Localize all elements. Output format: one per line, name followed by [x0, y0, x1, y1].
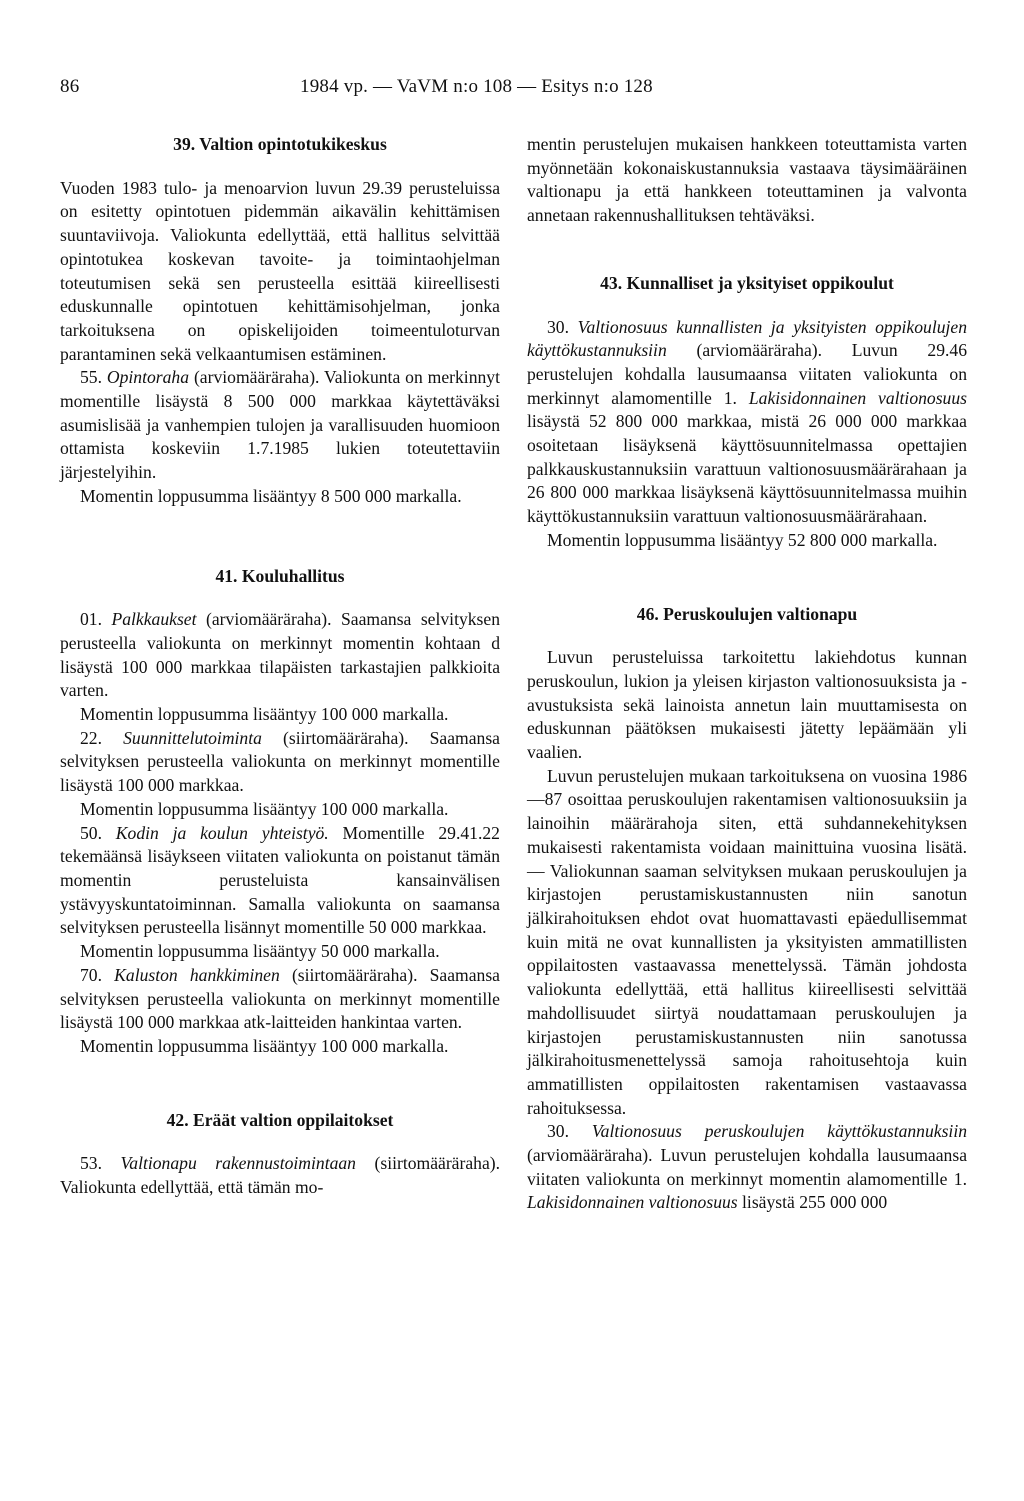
paragraph: Momentin loppusumma lisääntyy 100 000 markalla.	[80, 798, 449, 819]
paragraph	[60, 822, 500, 941]
paragraph: Luvun perustelujen mukaan tarkoituksena on vuosina 1986—87 osoittaa peruskoulujen rakentamisen valtionosuuksiin ja lainoihin määrärahoja siten, että suhdannekehityksen mukaisesti rakentamista voidaan mainittuina vuosina lisätä. — Valiokunnan saaman selvityksen mukaan peruskoulujen ja kirjastojen perustamiskustannusten niin sanotun jälkirahoituksen ehdot ovat huomattavasti epäedullisemmat kuin mitä ne ovat kunnallisten ja yksityisten ammatillisten oppilaitosten vastaavassa menettelyssä. Tämän johdosta valiokunta edellyttää, että hallitus kiireellisesti selvittää mahdollisuudet siirtyä noudattamaan peruskoulujen ja kirjastojen perustamiskustannusten niin sanotussa jälkirahoitusmenettelyssä samoja rahoitusehtoja kuin ammatillisten oppilaitosten rakentamisen vastaavassa rahoituksessa.	[527, 765, 967, 1118]
item-text: (arviomääräraha). Luvun 29.46 perustelujen kohdalla lausumaansa viitaten valiokunta on merkinnyt alamomentille 1.	[527, 340, 968, 408]
section-heading-39: 39. Valtion opintotukikeskus	[173, 134, 387, 154]
right-column	[527, 133, 967, 1215]
item-number: 22.	[80, 727, 102, 748]
section-heading-43: 43. Kunnalliset ja yksityiset oppikoulut	[600, 272, 894, 293]
item-number: 53.	[80, 1153, 102, 1174]
item-number: 30.	[547, 316, 569, 337]
item-number: 30.	[547, 1121, 569, 1142]
item-text: (siirtomääräraha). Saamansa selvityksen perusteella valiokunta on merkinnyt momentille lisäystä 100 000 markkaa.	[60, 727, 500, 796]
item-number: 01.	[80, 609, 102, 630]
item-subtitle: Lakisidonnainen valtionosuus	[748, 387, 967, 408]
running-title: 1984 vp. — VaVM n:o 108 — Esitys n:o 128	[300, 76, 653, 97]
item-number: 70.	[80, 964, 102, 985]
paragraph	[60, 964, 500, 1035]
paragraph: Momentin loppusumma lisääntyy 100 000 markalla.	[80, 704, 449, 725]
paragraph: Momentin loppusumma lisääntyy 8 500 000 markalla.	[80, 485, 462, 506]
paragraph	[60, 1152, 500, 1199]
paragraph	[60, 608, 500, 703]
item-text: (arviomääräraha). Valiokunta on merkinnyt momentille lisäystä 8 500 000 markkaa käytettäväksi asumislisää ja vanhempien tulojen ja varallisuuden huomioon ottamista koskeviin 1.7.1985 lukien toteutettaviin järjestelyihin.	[60, 367, 500, 483]
item-text: Momentille 29.41.22 tekemäänsä lisäykseen viitaten valiokunta on poistanut tämän momentin perusteluista kansainvälisen ystävyyskuntatoiminnan. Samalla valiokunta on saamansa selvityksen perusteella lisännyt momentille 50 000 markkaa.	[60, 822, 500, 938]
page-number: 86	[60, 76, 80, 97]
item-title: Kaluston hankkiminen	[114, 964, 280, 985]
item-number: 55.	[80, 367, 102, 388]
paragraph: Momentin loppusumma lisääntyy 100 000 markalla.	[80, 1035, 449, 1056]
item-text: lisäystä 52 800 000 markkaa, mistä 26 000 000 markkaa osoitetaan lisäyksenä käyttösuunnitelmassa opettajien palkkauskustannuksiin varattuun valtionosuusmäärärahaan ja 26 800 000 markkaa lisäyksenä käyttösuunnitelmassa muihin käyttökustannuksiin varattuun valtionosuusmäärärahaan.	[527, 411, 967, 527]
item-text: (siirtomääräraha). Valiokunta edellyttää, että tämän mo-	[60, 1153, 501, 1198]
item-title: Suunnittelutoiminta	[123, 727, 262, 748]
paragraph: mentin perustelujen mukaisen hankkeen toteuttamista varten myönnetään kokonaiskustannuksia vastaava täysimääräinen valtionapu ja että hankkeen toteuttaminen ja valvonta annetaan rakennushallituksen tehtäväksi.	[527, 134, 967, 226]
paragraph	[60, 366, 500, 485]
item-number: 50.	[80, 822, 102, 843]
item-title: Kodin ja koulun yhteistyö.	[115, 822, 329, 843]
item-text: lisäystä 255 000 000	[742, 1192, 888, 1213]
left-column	[60, 133, 500, 1200]
item-text: (arviomääräraha). Luvun perustelujen kohdalla lausumaansa viitaten valiokunta on merkinnyt momentin alamomentille 1.	[527, 1145, 967, 1189]
paragraph: Momentin loppusumma lisääntyy 50 000 markalla.	[80, 941, 440, 962]
item-title: Palkkaukset	[111, 609, 197, 630]
paragraph: Vuoden 1983 tulo- ja menoarvion luvun 29.39 perusteluissa on esitetty opintotuen pidemmän aikavälin kehittämisen suuntaviivoja. Valiokunta edellyttää, että hallitus selvittää opintotukea koskevan tavoite- ja toimintaohjelman toteutumisen sekä sen perusteella esittää kiireellisesti eduskunnalle opintotuen kehittämisohjelman, jonka tarkoituksena on opiskelijoiden toimeentuloturvan parantaminen sekä velkaantumisen estäminen.	[60, 177, 500, 364]
item-subtitle: Lakisidonnainen valtionosuus	[527, 1192, 738, 1213]
section-heading-46: 46. Peruskoulujen valtionapu	[636, 603, 858, 624]
section-heading-41: 41. Kouluhallitus	[215, 565, 345, 586]
item-text: (siirtomääräraha). Saamansa selvityksen perusteella valiokunta on merkinnyt momentille lisäystä 100 000 markkaa atk-laitteiden hankintaa varten.	[60, 964, 500, 1033]
section-heading-42: 42. Eräät valtion oppilaitokset	[166, 1109, 394, 1130]
item-title: Valtionosuus peruskoulujen käyttökustannuksiin	[591, 1121, 968, 1142]
paragraph	[527, 1120, 967, 1215]
paragraph	[527, 316, 967, 529]
paragraph: Momentin loppusumma lisääntyy 52 800 000 markalla.	[547, 529, 938, 550]
item-text: (arviomääräraha). Saamansa selvityksen perusteella valiokunta on merkinnyt momentin kohtaan d lisäystä 100 000 markkaa tilapäisten tarkastajien palkkioita varten.	[60, 609, 500, 701]
item-title: Valtionosuus kunnallisten ja yksityisten oppikoulujen käyttökustannuksiin	[527, 316, 967, 361]
item-title: Opintoraha	[106, 367, 190, 388]
item-title: Valtionapu rakennustoimintaan	[120, 1153, 356, 1174]
paragraph: Luvun perusteluissa tarkoitettu lakiehdotus kunnan peruskoulun, lukion ja yleisen kirjaston valtionosuuksista ja -avustuksista sekä lainoista annetun lain muuttamisesta on eduskunnan päätöksen mukaisesti jätetty lepäämään yli vaalien.	[527, 647, 967, 763]
paragraph	[60, 727, 500, 798]
